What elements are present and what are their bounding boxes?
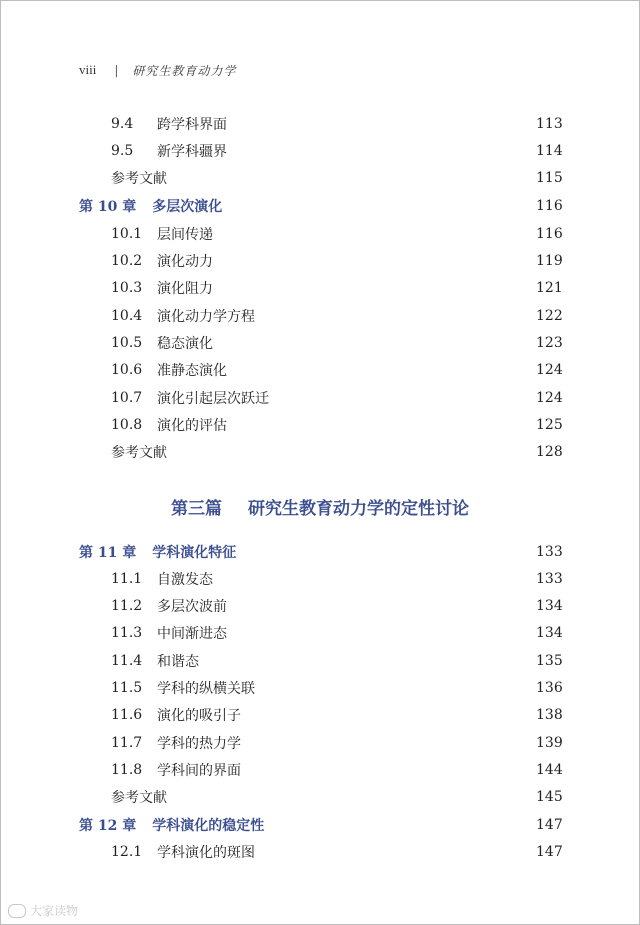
toc-page-number: 124 bbox=[536, 362, 563, 379]
toc-entry-number: 第 10 章 bbox=[79, 199, 137, 216]
toc-entry-number: 10.4 bbox=[111, 307, 143, 324]
toc-chapter-row[interactable] bbox=[0, 193, 640, 220]
toc-references-row[interactable] bbox=[0, 784, 640, 811]
watermark-logo-icon bbox=[8, 904, 26, 918]
toc-entry-number: 10.8 bbox=[111, 416, 143, 433]
toc-section-row[interactable] bbox=[0, 220, 640, 247]
toc-dot-leader bbox=[171, 445, 532, 459]
toc-entry-number: 11.8 bbox=[111, 761, 143, 778]
toc-entry-title: 和谐态 bbox=[157, 653, 199, 670]
toc-entry-title: 跨学科界面 bbox=[157, 116, 227, 133]
toc-entry-title: 多层次波前 bbox=[157, 599, 227, 616]
toc-page-number: 115 bbox=[536, 170, 563, 187]
toc-section-row[interactable] bbox=[0, 647, 640, 674]
toc-entry-number: 11.1 bbox=[111, 570, 143, 587]
toc-references-row[interactable] bbox=[0, 165, 640, 192]
toc-references-row[interactable] bbox=[0, 439, 640, 466]
toc-section-row[interactable] bbox=[0, 357, 640, 384]
toc-section-row[interactable] bbox=[0, 302, 640, 329]
toc-page-number: 147 bbox=[536, 843, 563, 860]
part-label: 第三篇 bbox=[171, 499, 222, 519]
toc-entry-number: 12.1 bbox=[111, 843, 143, 860]
toc-dot-leader bbox=[171, 171, 532, 185]
toc-entry-title: 学科间的界面 bbox=[157, 762, 241, 779]
toc-page-number: 134 bbox=[536, 598, 563, 615]
toc-entry-title: 中间渐进态 bbox=[157, 626, 227, 643]
part-title: 研究生教育动力学的定性讨论 bbox=[248, 499, 469, 519]
part-heading bbox=[0, 494, 640, 519]
toc-page-number: 128 bbox=[536, 444, 563, 461]
toc-page-number: 135 bbox=[536, 652, 563, 669]
toc-page-number: 124 bbox=[536, 389, 563, 406]
toc-entry-title: 参考文献 bbox=[111, 445, 167, 462]
toc-section-row[interactable] bbox=[0, 620, 640, 647]
toc-page-number: 114 bbox=[536, 142, 563, 159]
toc-dot-leader bbox=[203, 654, 532, 668]
toc-entry-number: 11.7 bbox=[111, 734, 143, 751]
toc-dot-leader bbox=[217, 254, 532, 268]
toc-chapter-row[interactable] bbox=[0, 538, 640, 565]
toc-section-row[interactable] bbox=[0, 593, 640, 620]
toc-entry-title: 演化的评估 bbox=[157, 417, 227, 434]
toc-entry-number: 10.5 bbox=[111, 334, 143, 351]
toc-entry-title: 演化阻力 bbox=[157, 281, 213, 298]
running-header bbox=[79, 60, 236, 80]
toc-entry-title: 演化引起层次跃迁 bbox=[157, 390, 269, 407]
toc-section-row[interactable] bbox=[0, 702, 640, 729]
toc-entry-number: 10.7 bbox=[111, 389, 143, 406]
toc-entry-number: 9.4 bbox=[111, 115, 134, 132]
toc-entry-number: 10.3 bbox=[111, 280, 143, 297]
toc-entry-title: 多层次演化 bbox=[152, 199, 223, 216]
toc-entry-number: 11.6 bbox=[111, 707, 143, 724]
toc-section-row[interactable] bbox=[0, 248, 640, 275]
toc-entry-number: 10.2 bbox=[111, 253, 143, 269]
toc-dot-leader bbox=[259, 845, 532, 859]
watermark bbox=[8, 902, 78, 919]
toc-dot-leader bbox=[231, 626, 532, 640]
toc-page-number: 122 bbox=[536, 307, 563, 324]
watermark-text: 大家读物 bbox=[30, 904, 79, 918]
toc-section-row[interactable] bbox=[0, 838, 640, 865]
toc-section-row[interactable] bbox=[0, 756, 640, 783]
toc-entry-title: 新学科疆界 bbox=[157, 143, 227, 160]
toc-entry-number: 10.1 bbox=[111, 225, 143, 242]
toc-entry-number: 11.2 bbox=[111, 598, 143, 615]
toc-section-row[interactable] bbox=[0, 411, 640, 438]
toc-section-row[interactable] bbox=[0, 275, 640, 302]
toc-section-row[interactable] bbox=[0, 110, 640, 137]
toc-section-row[interactable] bbox=[0, 565, 640, 592]
toc-section-row[interactable] bbox=[0, 384, 640, 411]
toc-dot-leader bbox=[259, 309, 532, 323]
toc-entry-title: 参考文献 bbox=[111, 790, 167, 807]
toc-page-number: 133 bbox=[536, 570, 563, 587]
toc-dot-leader bbox=[245, 708, 532, 722]
toc-dot-leader bbox=[231, 117, 532, 131]
toc-dot-leader bbox=[226, 199, 532, 213]
toc-page-number: 136 bbox=[536, 680, 563, 696]
toc-entry-number: 11.3 bbox=[111, 625, 143, 642]
toc-page-number: 138 bbox=[536, 707, 563, 724]
toc-entry-title: 参考文献 bbox=[111, 171, 167, 188]
toc-dot-leader bbox=[217, 227, 532, 241]
toc-dot-leader bbox=[245, 736, 532, 750]
toc-page-number: 119 bbox=[536, 253, 563, 269]
toc-dot-leader bbox=[217, 572, 532, 586]
toc-dot-leader bbox=[231, 418, 532, 432]
toc-dot-leader bbox=[217, 336, 532, 350]
toc-entry-title: 稳态演化 bbox=[157, 335, 213, 352]
toc-page-number: 121 bbox=[536, 280, 563, 297]
header-separator: | bbox=[114, 63, 119, 77]
toc-section-row[interactable] bbox=[0, 729, 640, 756]
toc-page-number: 113 bbox=[536, 115, 563, 132]
header-book-title: 研究生教育动力学 bbox=[132, 63, 237, 78]
toc-entry-title: 演化动力学方程 bbox=[157, 308, 255, 325]
header-page-number: viii bbox=[79, 62, 97, 77]
toc-dot-leader bbox=[240, 545, 532, 559]
toc-dot-leader bbox=[231, 363, 532, 377]
toc-page-number: 134 bbox=[536, 625, 563, 642]
toc-entry-title: 演化的吸引子 bbox=[157, 708, 241, 725]
toc-dot-leader bbox=[231, 599, 532, 613]
toc-page-number: 116 bbox=[536, 225, 563, 242]
toc-entry-title: 学科演化的斑图 bbox=[157, 844, 255, 861]
toc-dot-leader bbox=[231, 144, 532, 158]
toc-dot-leader bbox=[268, 818, 532, 832]
toc-dot-leader bbox=[259, 681, 532, 695]
toc-dot-leader bbox=[171, 790, 532, 804]
toc-entry-title: 学科演化的稳定性 bbox=[152, 817, 265, 834]
toc-page-number: 147 bbox=[536, 816, 563, 833]
toc-dot-leader bbox=[217, 281, 532, 295]
toc-dot-leader bbox=[273, 391, 532, 405]
toc-section-row[interactable] bbox=[0, 675, 640, 702]
toc-entry-title: 学科演化特征 bbox=[152, 544, 237, 561]
toc-entry-title: 演化动力 bbox=[157, 254, 213, 270]
toc-dot-leader bbox=[245, 763, 532, 777]
toc-entry-title: 学科的热力学 bbox=[157, 735, 241, 752]
toc-page-number: 123 bbox=[536, 334, 563, 351]
toc-page-number: 144 bbox=[536, 761, 563, 778]
toc-section-row[interactable] bbox=[0, 329, 640, 356]
toc-entry-number: 10.6 bbox=[111, 362, 143, 379]
toc-page-number: 145 bbox=[536, 789, 563, 806]
toc-entry-number: 11.5 bbox=[111, 680, 143, 696]
toc-entry-title: 层间传递 bbox=[157, 226, 213, 243]
toc-entry-number: 第 11 章 bbox=[79, 544, 137, 561]
toc-entry-number: 11.4 bbox=[111, 652, 143, 669]
toc-section-row[interactable] bbox=[0, 137, 640, 164]
toc-entry-number: 第 12 章 bbox=[79, 817, 137, 834]
toc-entry-number: 9.5 bbox=[111, 142, 134, 159]
toc-chapter-row[interactable] bbox=[0, 811, 640, 838]
toc-entry-title: 学科的纵横关联 bbox=[157, 681, 255, 697]
toc-page-number: 139 bbox=[536, 734, 563, 751]
toc-page-number: 133 bbox=[536, 543, 563, 560]
toc-entry-title: 准静态演化 bbox=[157, 363, 227, 380]
toc-entry-title: 自激发态 bbox=[157, 571, 213, 588]
toc-page-number: 125 bbox=[536, 416, 563, 433]
toc-page-number: 116 bbox=[536, 198, 563, 215]
